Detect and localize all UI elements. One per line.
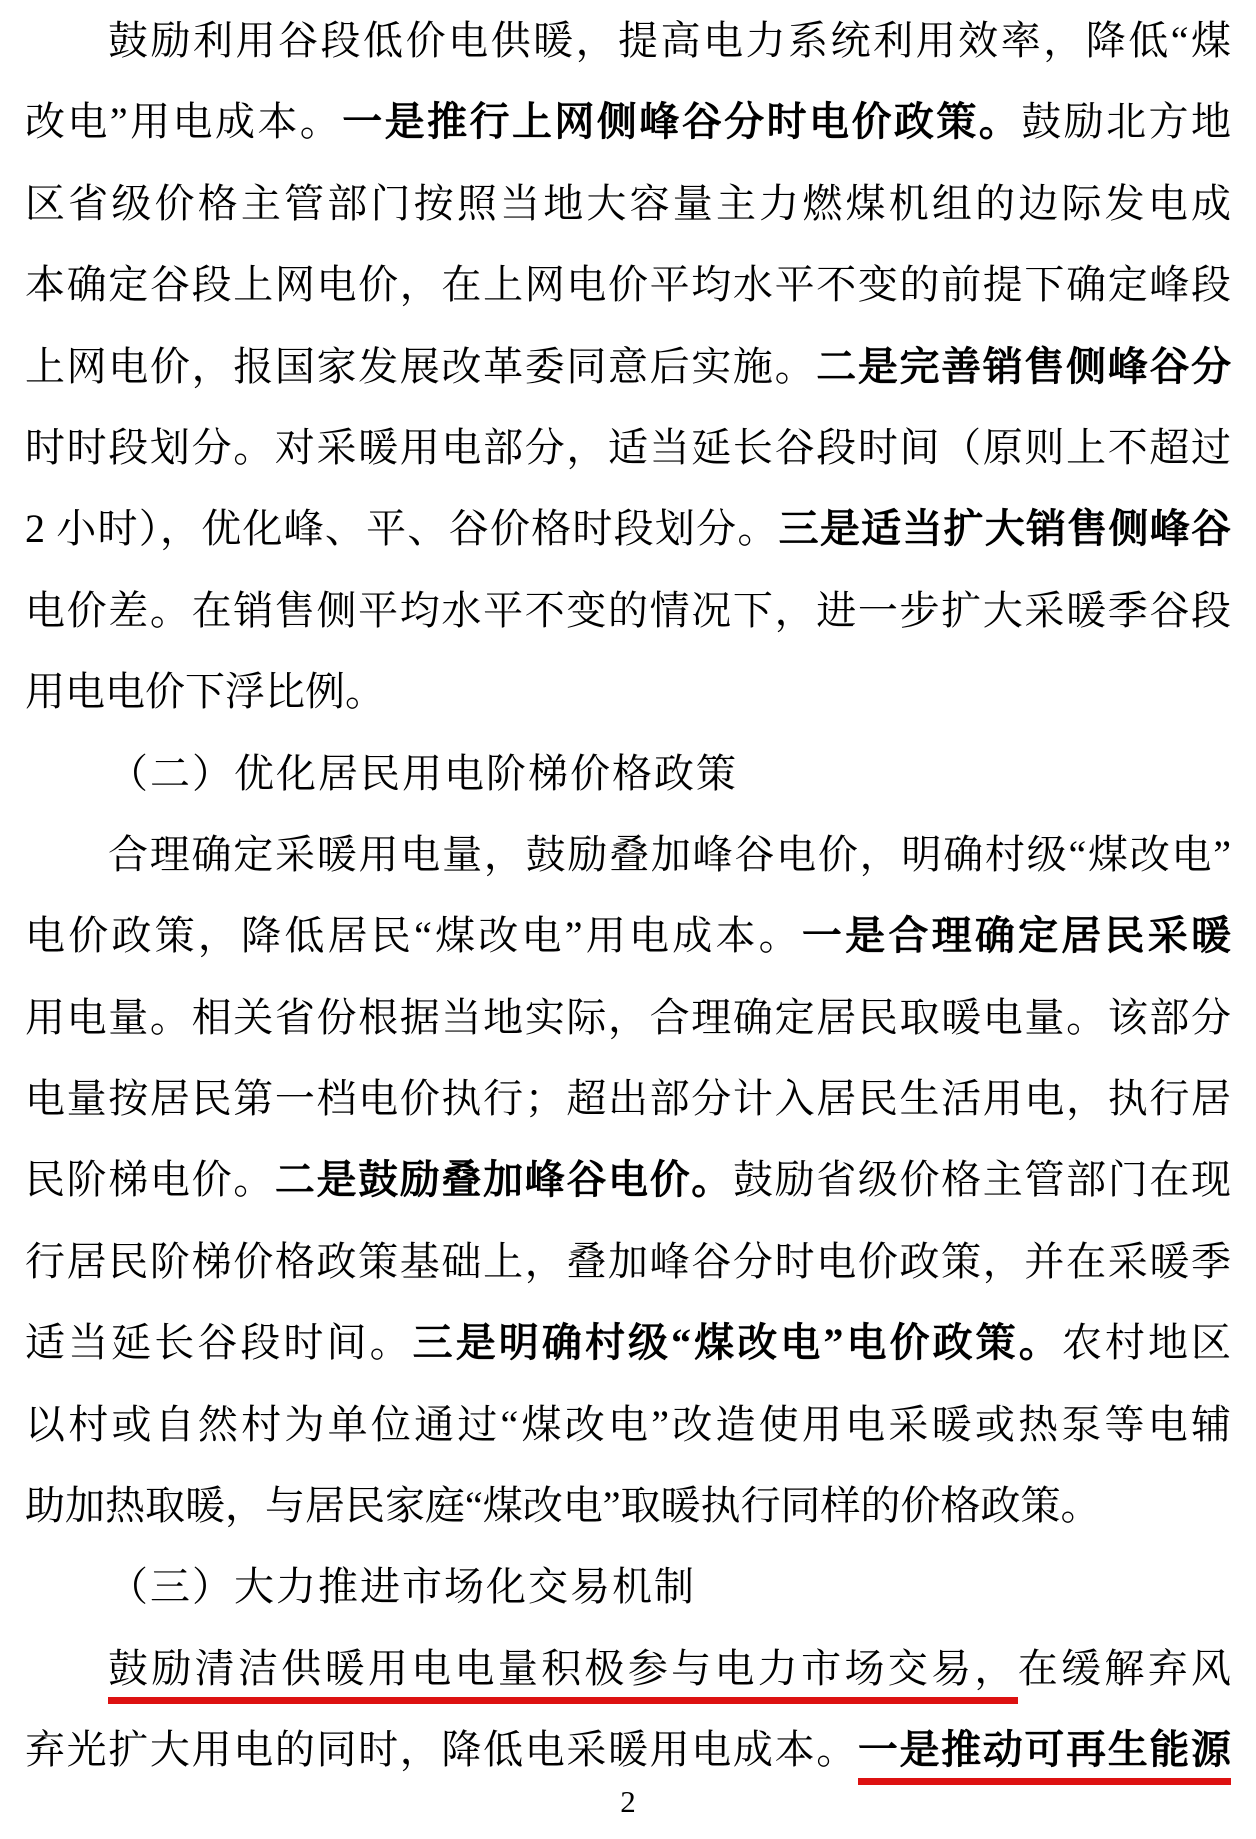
text-segment: 电价政策，降低居民“煤改电”用电成本。 — [25, 913, 802, 959]
text-segment: 改电”用电成本。 — [25, 99, 343, 145]
text-segment: 电量按居民第一档电价执行；超出部分计入居民生活用电，执行居 — [25, 1076, 1231, 1122]
text-line — [25, 1058, 1231, 1139]
text-segment: 在缓解弃风 — [1017, 1645, 1232, 1691]
text-segment: 农村地区 — [1061, 1320, 1232, 1366]
text-line — [25, 1139, 1231, 1220]
red-underlined-segment: 鼓励清洁供暖用电电量积极参与电力市场交易， — [108, 1646, 1018, 1704]
document-body — [25, 0, 1231, 1791]
text-segment: 鼓励北方地 — [1021, 99, 1231, 145]
text-segment: 时时段划分。对采暖用电部分，适当延长谷段时间（原则上不超过 — [25, 424, 1231, 470]
text-line — [25, 244, 1231, 325]
text-line — [25, 0, 1231, 81]
text-line — [25, 651, 1231, 732]
text-segment: 以村或自然村为单位通过“煤改电”改造使用电采暖或热泵等电辅 — [25, 1401, 1231, 1447]
text-line — [25, 488, 1231, 569]
text-segment: （三）大力推进市场化交易机制 — [108, 1564, 696, 1610]
text-segment: 民阶梯电价。 — [25, 1157, 275, 1203]
text-segment: 弃光扩大用电的同时，降低电采暖用电成本。 — [25, 1727, 858, 1773]
text-segment: 上网电价，报国家发展改革委同意后实施。 — [25, 343, 817, 389]
text-segment: 本确定谷段上网电价，在上网电价平均水平不变的前提下确定峰段 — [25, 262, 1231, 308]
text-line — [25, 1384, 1231, 1465]
text-segment: 用电量。相关省份根据当地实际，合理确定居民取暖电量。该部分 — [25, 994, 1231, 1040]
text-segment: 区省级价格主管部门按照当地大容量主力燃煤机组的边际发电成 — [25, 180, 1231, 226]
text-segment: 用电电价下浮比例。 — [25, 669, 385, 715]
text-segment: 2 小时），优化峰、平、谷价格时段划分。 — [25, 506, 779, 552]
text-line — [25, 326, 1231, 407]
section-heading — [25, 733, 1231, 814]
text-line — [25, 1628, 1231, 1709]
text-line — [25, 977, 1231, 1058]
text-line — [25, 814, 1231, 895]
bold-segment: 三是适当扩大销售侧峰谷 — [778, 506, 1232, 552]
text-segment: 鼓励省级价格主管部门在现 — [732, 1157, 1232, 1203]
text-segment: 合理确定采暖用电量，鼓励叠加峰谷电价，明确村级“煤改电” — [108, 831, 1231, 877]
red-underlined-segment: 一是推动可再生能源 — [858, 1727, 1231, 1785]
section-heading — [25, 1546, 1231, 1627]
text-segment: 适当延长谷段时间。 — [25, 1320, 413, 1366]
text-segment: 鼓励利用谷段低价电供暖，提高电力系统利用效率，降低“煤 — [108, 18, 1231, 63]
text-line — [25, 1221, 1231, 1302]
bold-segment: 三是明确村级“煤改电”电价政策。 — [412, 1320, 1062, 1366]
text-line — [25, 81, 1231, 162]
text-line — [25, 895, 1231, 976]
text-line — [25, 1465, 1231, 1546]
text-segment: （二）优化居民用电阶梯价格政策 — [108, 750, 738, 796]
bold-segment: 二是完善销售侧峰谷分 — [816, 343, 1232, 389]
bold-segment: 二是鼓励叠加峰谷电价。 — [274, 1157, 733, 1203]
text-segment: 电价差。在销售侧平均水平不变的情况下，进一步扩大采暖季谷段 — [25, 587, 1231, 633]
page-number: 2 — [620, 1784, 636, 1819]
text-line — [25, 407, 1231, 488]
text-line — [25, 1302, 1231, 1383]
text-segment: 行居民阶梯价格政策基础上，叠加峰谷分时电价政策，并在采暖季 — [25, 1238, 1231, 1284]
text-line — [25, 1709, 1231, 1790]
bold-segment: 一是推行上网侧峰谷分时电价政策。 — [342, 99, 1022, 145]
text-line — [25, 570, 1231, 651]
text-segment: 助加热取暖，与居民家庭“煤改电”取暖执行同样的价格政策。 — [25, 1483, 1101, 1529]
text-line — [25, 163, 1231, 244]
bold-segment: 一是合理确定居民采暖 — [801, 913, 1232, 959]
